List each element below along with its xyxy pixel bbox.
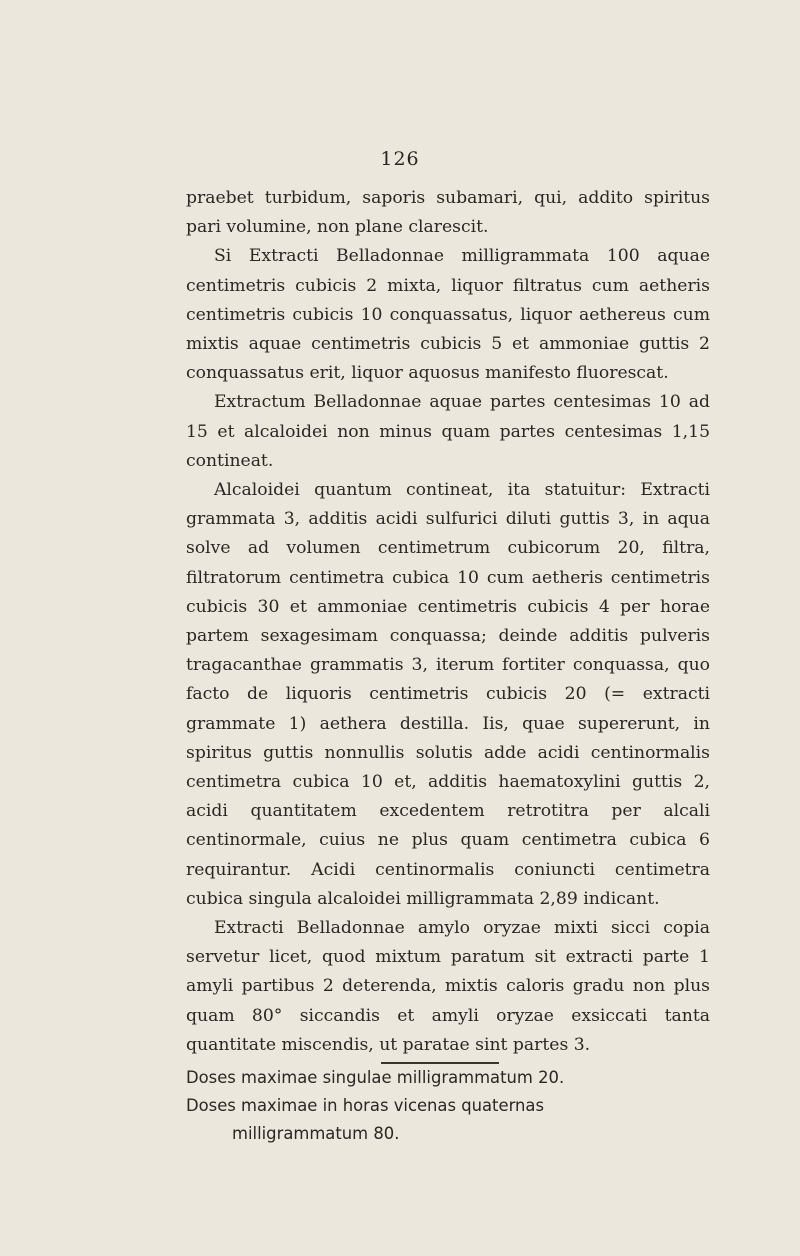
dose-single-maximum: Doses maximae singulae milligrammatum 20.: [186, 1068, 565, 1088]
paragraph-identity-test: Si Extracti Belladonnae milligrammata 100 aquae centimetris cubicis 2 mixta, liquor filtratus cum aetheris centimetris cubicis 10 conquassatus, liquor aethereus cum mixtis aquae centimetris cubicis 5 et ammoniae guttis 2 conquassatus erit, liquor aquosus manifesto fluorescat.: [186, 246, 710, 384]
body-text: [186, 184, 710, 1148]
section-divider: [381, 1062, 499, 1064]
doses-section: [186, 1064, 710, 1148]
dose-daily-maximum-line2: milligrammatum 80.: [232, 1124, 400, 1144]
page-number: 126: [380, 148, 420, 170]
dose-daily-maximum-line1: Doses maximae in horas vicenas quaternas: [186, 1096, 544, 1116]
paragraph-dry-extract: Extracti Belladonnae amylo oryzae mixti sicci copia servetur licet, quod mixtum paratum sit extracti parte 1 amyli partibus 2 deterenda, mixtis caloris gradu non plus quam 80° siccandis et amyli oryzae exsiccati tanta quantitate miscendis, ut paratae sint partes 3.: [186, 918, 710, 1055]
paragraph-assay-method: Alcaloidei quantum contineat, ita statuitur: Extracti grammata 3, additis acidi sulfurici diluti guttis 3, in aqua solve ad volumen centimetrum cubicorum 20, filtra, filtratorum centimetra cubica 10 cum aetheris centimetris cubicis 30 et ammoniae centimetris cubicis 4 per horae partem sexagesimam conquassa; deinde additis pulveris tragacanthae grammatis 3, iterum fortiter conquassa, quo facto de liquoris centimetris cubicis 20 (= extracti grammate 1) aethera destilla. Iis, quae supererunt, in spiritus guttis nonnullis solutis adde acidi centinormalis centimetra cubica 10 et, additis haematoxylini guttis 2, acidi quantitatem excedentem retrotitra per alcali centinormale, cuius ne plus quam centimetra cubica 6 requirantur. Acidi centinormalis coniuncti centimetra cubica singula alcaloidei milligrammata 2,89 indicant.: [186, 480, 710, 909]
paragraph-content-requirement: Extractum Belladonnae aquae partes centesimas 10 ad 15 et alcaloidei non minus quam partes centesimas 1,15 contineat.: [186, 392, 710, 471]
paragraph-continuation: praebet turbidum, saporis subamari, qui, addito spiritus pari volumine, non plane clarescit.: [186, 188, 710, 238]
